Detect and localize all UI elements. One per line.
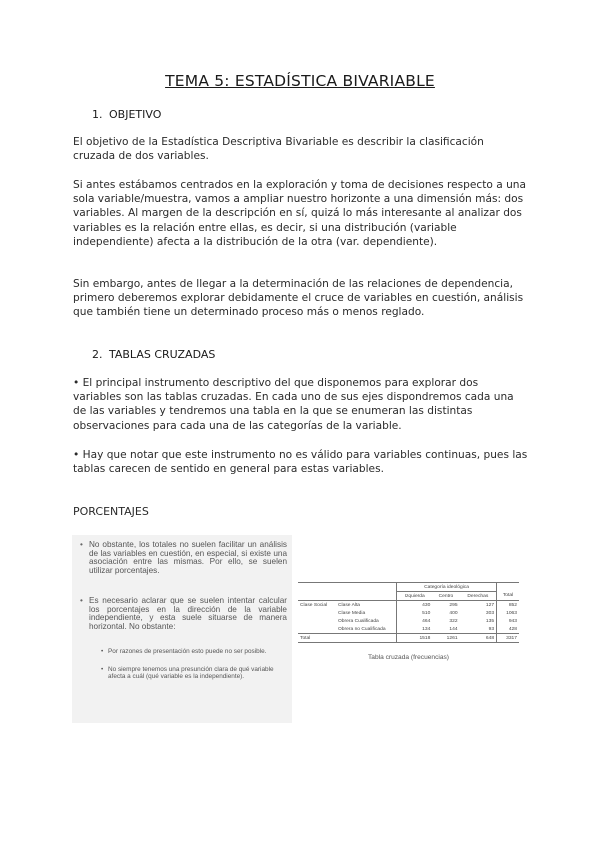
table-cell: 3317 [497, 634, 519, 643]
section-number: 2. [92, 348, 103, 361]
table-cell: 1518 [397, 634, 433, 643]
table-cell: 648 [460, 634, 497, 643]
table-cell: 1261 [432, 634, 459, 643]
table-cell: 322 [449, 618, 458, 624]
table-cell: 144 [432, 625, 459, 634]
slide-bullet [80, 596, 287, 632]
table-cell: 943 [497, 617, 519, 625]
table-cell: 93 [460, 625, 497, 634]
table-cell: 127 [485, 602, 495, 608]
section-heading-tablas-cruzadas [92, 348, 215, 361]
table-cell: 134 [397, 625, 433, 634]
section-heading-text: OBJETIVO [109, 108, 162, 121]
column-header: Centro [432, 592, 459, 601]
column-header: Total [497, 592, 519, 601]
row-label: Obrera no Cualificada [336, 625, 397, 634]
slide-bullet [80, 540, 287, 576]
slide-excerpt [72, 535, 292, 723]
bullet-dot-icon: • [80, 596, 83, 605]
table-caption: Tabla cruzada (frecuencias) [368, 654, 449, 661]
bullet-dot-icon: • [80, 540, 83, 549]
table-row [298, 617, 519, 625]
section-heading-text: TABLAS CRUZADAS [109, 348, 216, 361]
table-cell: 464 [397, 617, 433, 625]
table-row [298, 609, 519, 617]
row-variable-label: Clase Social [300, 602, 328, 608]
table-cell: 135 [485, 618, 495, 624]
table-cell: 510 [397, 609, 433, 617]
paragraph: • Hay que notar que este instrumento no es válido para variables continuas, pues las tablas carecen de sentido en general para estas variables. [73, 449, 528, 476]
table-header-row [298, 592, 519, 601]
paragraph: El objetivo de la Estadística Descriptiva Bivariable es describir la clasificación cruzada de dos variables. [73, 136, 484, 163]
column-header: Derechas [460, 592, 497, 601]
bullet-dot-icon: • [101, 648, 104, 655]
total-label: Total [298, 634, 336, 643]
table-cell: 400 [449, 610, 458, 616]
paragraph: Si antes estábamos centrados en la exploración y toma de decisiones respecto a una sola variable/muestra, vamos a ampliar nuestro horizonte a una dimensión más: dos variables. Al margen de la descripción en sí, quizá lo más interesante al analizar dos variables es la relación entre ellas, es decir, si una distribución (variable independiente) afecta a la distribución de la otra (var. dependiente). [73, 179, 527, 248]
section-heading-objetivo [92, 108, 161, 121]
table-cell: 295 [449, 602, 458, 608]
paragraph: Sin embargo, antes de llegar a la determinación de las relaciones de dependencia, primero deberemos explorar debidamente el cruce de variables en cuestión, análisis que también tiene un determinado proceso más o menos reglado. [73, 278, 524, 319]
slide-sub-bullet-text: No siempre tenemos una presunción clara de qué variable afecta a cuál (qué variable es la independiente). [108, 666, 274, 680]
row-label: Clase Alta [338, 602, 361, 608]
table-row [298, 601, 519, 610]
table-row [298, 625, 519, 634]
table-cell: 428 [497, 625, 519, 634]
table-cell: 852 [497, 601, 519, 610]
slide-bullet-text: Es necesario aclarar que se suelen intentar calcular los porcentajes en la dirección de la variable independiente, y esta suele situarse de manera horizontal. No obstante: [89, 596, 287, 632]
table-header-row [298, 583, 519, 592]
table-cell: 303 [485, 610, 495, 616]
column-header: Izquierda [397, 592, 433, 601]
table-cell: 1063 [497, 609, 519, 617]
table-cell: 430 [397, 601, 433, 610]
slide-sub-bullet-text: Por razones de presentación esto puede no ser posible. [108, 648, 267, 655]
section-number: 1. [92, 108, 103, 121]
subheading-porcentajes: PORCENTAJES [73, 505, 149, 518]
group-header: Categoría ideológica [397, 583, 497, 592]
slide-sub-bullet [101, 666, 286, 680]
table-total-row [298, 634, 519, 643]
paragraph: • El principal instrumento descriptivo del que disponemos para explorar dos variables son las tablas cruzadas. En cada uno de sus ejes dispondremos cada una de las variables y tendremos una tabla en la que se enumeran las distintas observaciones para cada una de las categorías de la variable. [73, 377, 514, 432]
page-title: TEMA 5: ESTADÍSTICA BIVARIABLE [165, 72, 435, 90]
slide-sub-bullet [101, 648, 286, 655]
bullet-dot-icon: • [101, 666, 104, 673]
slide-bullet-text: No obstante, los totales no suelen facilitar un análisis de las variables en cuestión, en especial, si existe una asociación entre las mismas. Por ello, se suelen utilizar porcentajes. [89, 540, 287, 576]
row-label: Clase Media [338, 610, 366, 616]
crosstab-table [298, 582, 519, 643]
row-label: Obrera Cualificada [338, 618, 379, 624]
